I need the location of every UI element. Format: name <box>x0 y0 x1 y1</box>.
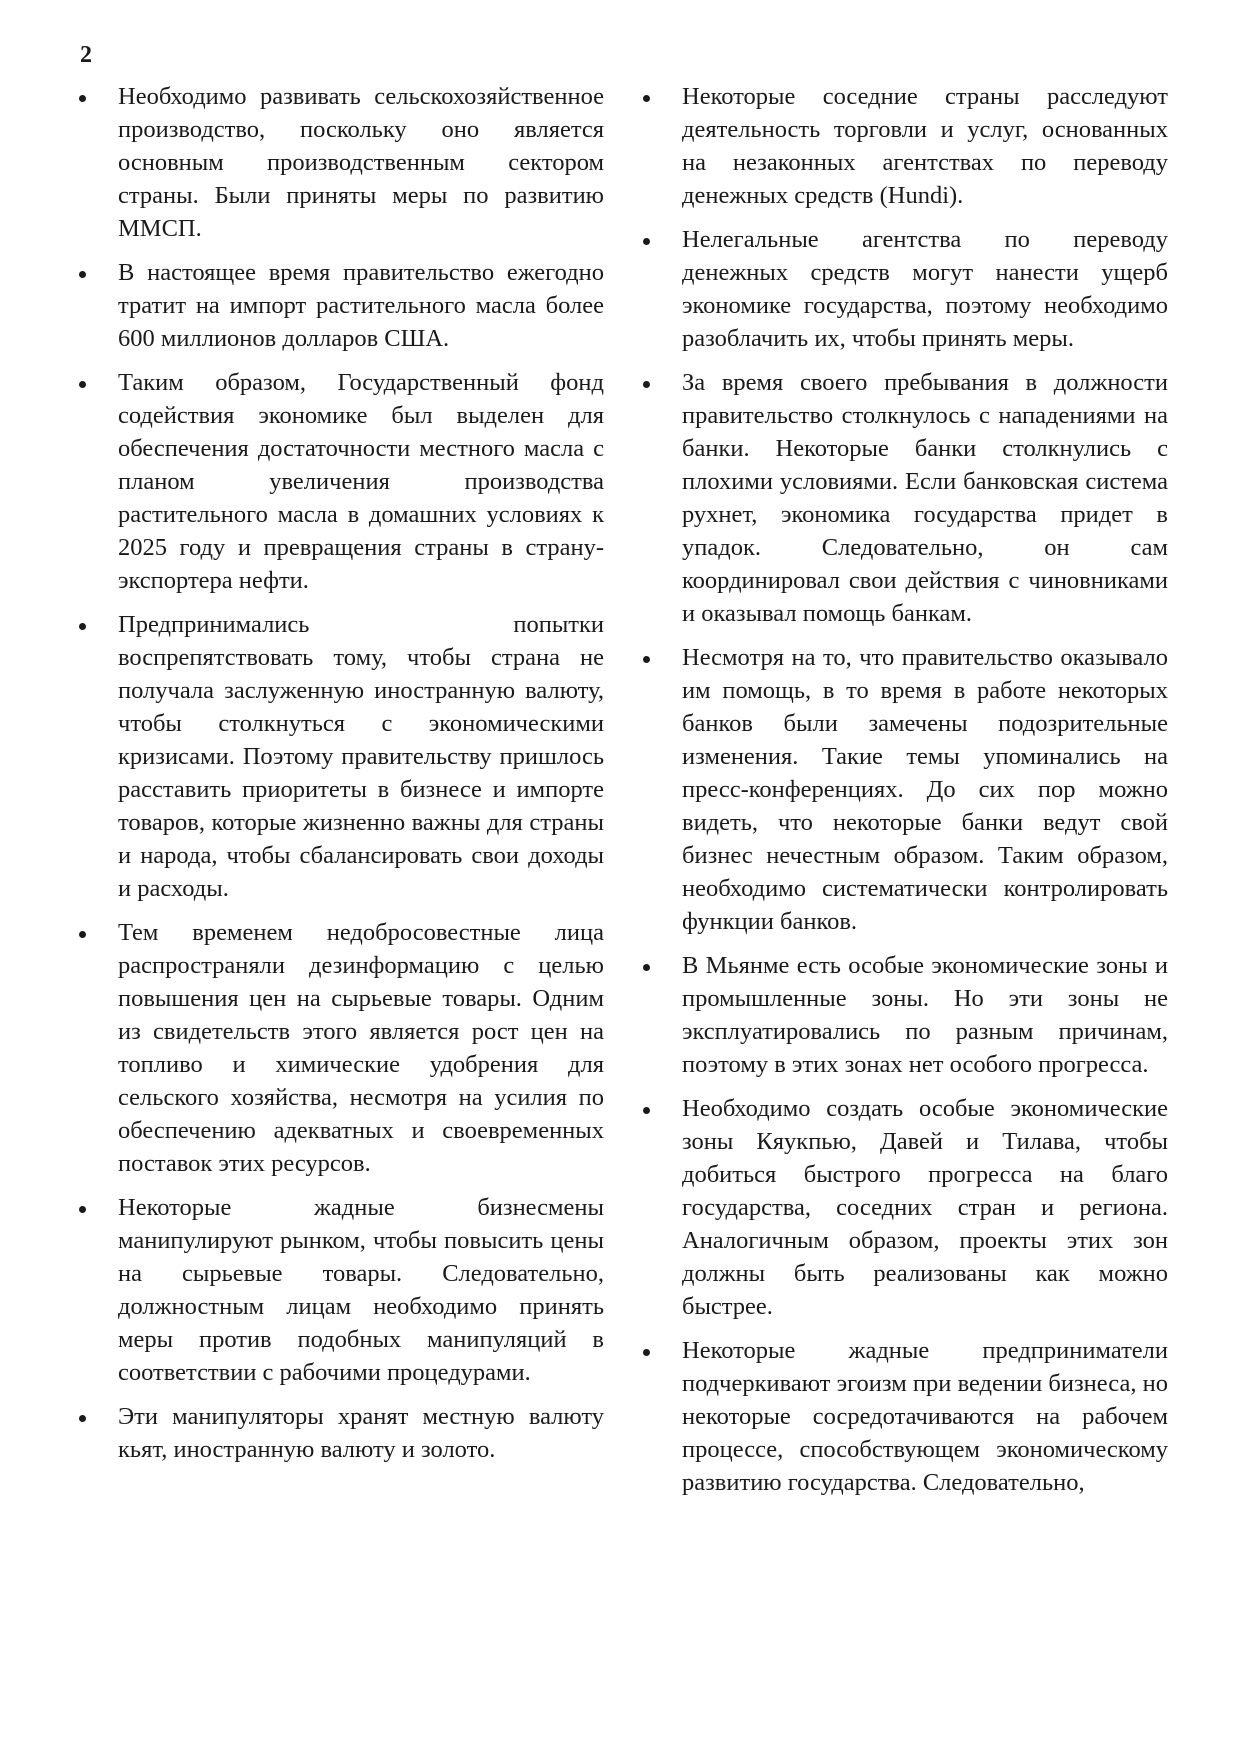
list-item-text: За время своего пребывания в должности правительство столкнулось с нападениями на банки. Некоторые банки столкнулись с плохими условиями. Если банковская система рухнет, экономика государства придет в упадок. Следовательно, он сам координировал свои действия с чиновниками и оказывал помощь банкам. <box>682 369 1168 627</box>
bullet-icon <box>643 95 650 102</box>
bullet-icon <box>79 623 86 630</box>
bullet-icon <box>79 1206 86 1213</box>
bullet-icon <box>643 1107 650 1114</box>
bullet-icon <box>79 1415 86 1422</box>
left-column <box>118 80 604 1477</box>
list-item <box>118 80 604 245</box>
list-item-text: Несмотря на то, что правительство оказывало им помощь, в то время в работе некоторых банков были замечены подозрительные изменения. Такие темы упоминались на пресс-конференциях. До сих пор можно видеть, что некоторые банки ведут свой бизнес нечестным образом. Таким образом, необходимо систематически контролировать функции банков. <box>682 644 1168 935</box>
list-item-text: Необходимо создать особые экономические зоны Кяукпью, Давей и Тилава, чтобы добиться быстрого прогресса на благо государства, соседних стран и региона. Аналогичным образом, проекты этих зон должны быть реализованы как можно быстрее. <box>682 1095 1168 1320</box>
list-item-text: Некоторые жадные бизнесмены манипулируют рынком, чтобы повысить цены на сырьевые товары. Следовательно, должностным лицам необходимо принять меры против подобных манипуляций в соответствии с рабочими процедурами. <box>118 1194 604 1386</box>
list-item-text: Некоторые соседние страны расследуют деятельность торговли и услуг, основанных на незаконных агентствах по переводу денежных средств (Hundi). <box>682 83 1168 209</box>
list-item <box>682 80 1168 212</box>
list-item-text: Тем временем недобросовестные лица распространяли дезинформацию с целью повышения цен на сырьевые товары. Одним из свидетельств этого является рост цен на топливо и химические удобрения для сельского хозяйства, несмотря на усилия по обеспечению адекватных и своевременных поставок этих ресурсов. <box>118 919 604 1177</box>
list-item <box>118 1191 604 1389</box>
list-item <box>118 366 604 597</box>
list-item <box>682 949 1168 1081</box>
list-item <box>682 223 1168 355</box>
list-item <box>118 1400 604 1466</box>
bullet-icon <box>643 238 650 245</box>
list-item-text: Необходимо развивать сельскохозяйственное производство, поскольку оно является основным производственным сектором страны. Были приняты меры по развитию ММСП. <box>118 83 604 242</box>
list-item <box>118 256 604 355</box>
list-item <box>118 916 604 1180</box>
list-item <box>682 1334 1168 1499</box>
list-item-text: Некоторые жадные предприниматели подчеркивают эгоизм при ведении бизнеса, но некоторые сосредотачиваются на рабочем процессе, способствующем экономическому развитию государства. Следовательно, <box>682 1337 1168 1496</box>
page-number: 2 <box>80 42 92 68</box>
list-item <box>682 366 1168 630</box>
bullet-icon <box>79 381 86 388</box>
list-item-text: В Мьянме есть особые экономические зоны и промышленные зоны. Но эти зоны не эксплуатировались по разным причинам, поэтому в этих зонах нет особого прогресса. <box>682 952 1168 1078</box>
list-item <box>682 1092 1168 1323</box>
list-item-text: Предпринимались попытки воспрепятствовать тому, чтобы страна не получала заслуженную иностранную валюту, чтобы столкнуться с экономическими кризисами. Поэтому правительству пришлось расставить приоритеты в бизнесе и импорте товаров, которые жизненно важны для страны и народа, чтобы сбалансировать свои доходы и расходы. <box>118 611 604 902</box>
list-item-text: Эти манипуляторы хранят местную валюту кьят, иностранную валюту и золото. <box>118 1403 604 1463</box>
bullet-icon <box>643 1349 650 1356</box>
list-item-text: Таким образом, Государственный фонд содействия экономике был выделен для обеспечения достаточности местного масла с планом увеличения производства растительного масла в домашних условиях к 2025 году и превращения страны в страну-экспортера нефти. <box>118 369 604 594</box>
list-item <box>682 641 1168 938</box>
bullet-icon <box>79 95 86 102</box>
bullet-icon <box>643 381 650 388</box>
bullet-icon <box>79 931 86 938</box>
left-bullet-list <box>118 80 604 1466</box>
list-item-text: Нелегальные агентства по переводу денежных средств могут нанести ущерб экономике государства, поэтому необходимо разоблачить их, чтобы принять меры. <box>682 226 1168 352</box>
bullet-icon <box>643 964 650 971</box>
bullet-icon <box>79 271 86 278</box>
right-bullet-list <box>682 80 1168 1499</box>
bullet-icon <box>643 656 650 663</box>
list-item <box>118 608 604 905</box>
list-item-text: В настоящее время правительство ежегодно тратит на импорт растительного масла более 600 миллионов долларов США. <box>118 259 604 352</box>
right-column <box>682 80 1168 1510</box>
